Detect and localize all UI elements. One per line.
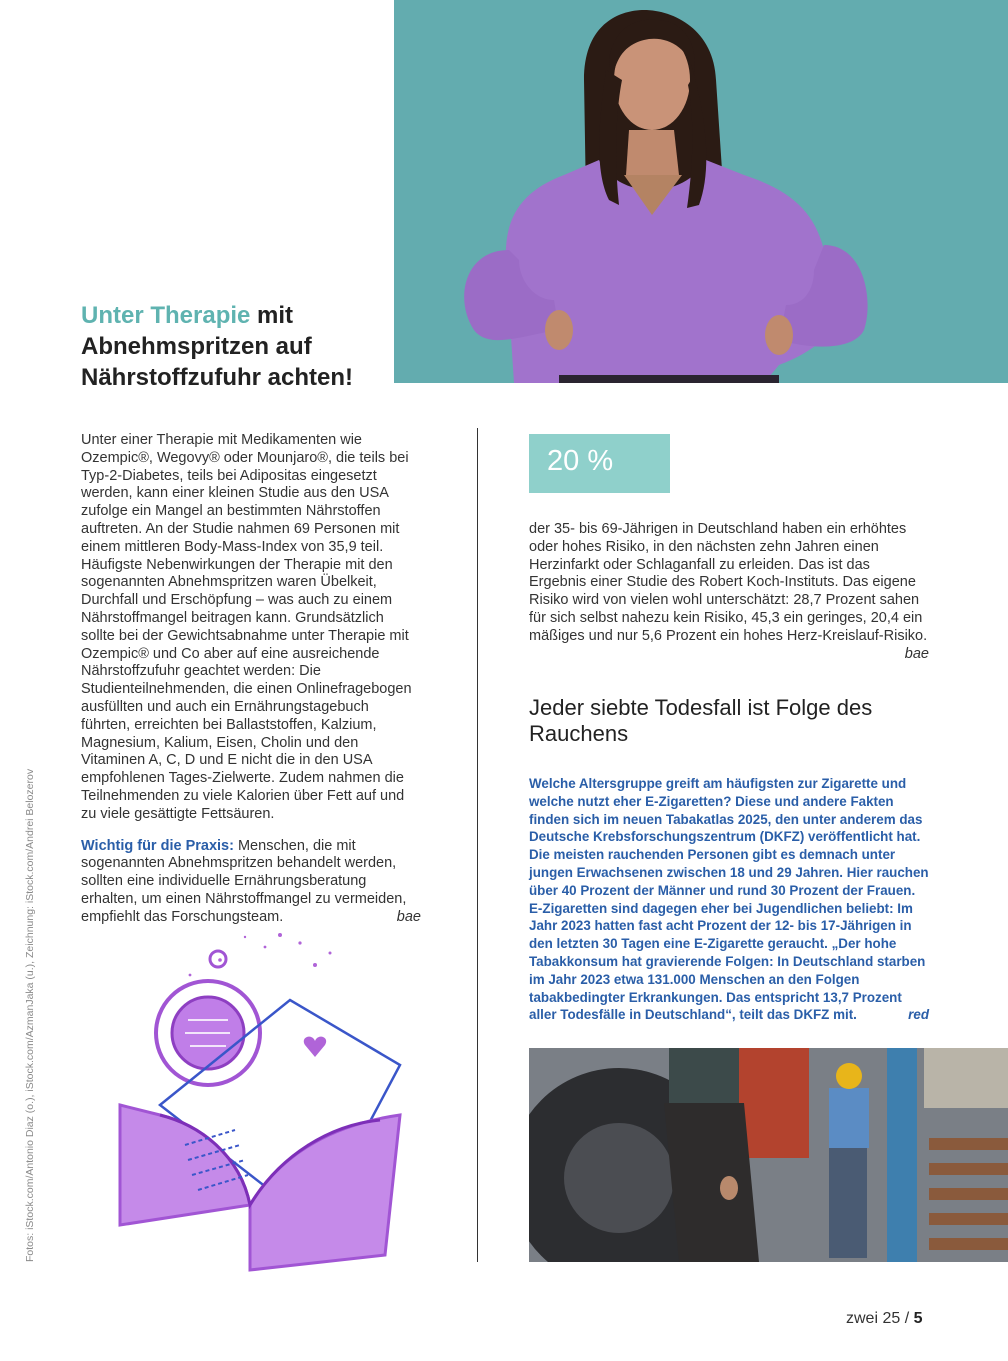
hero-photo xyxy=(394,0,1008,383)
smoking-article-signature: red xyxy=(908,1007,929,1023)
smoking-article-text: Welche Altersgruppe greift am häufigsten zur Zigarette und welche nutzt eher E-Zigaretten? Diese und andere Fakten finden sich im neuen Tabakatlas 2025, den unter anderem das Deutsche Krebsforschungszentrum (DKFZ) veröffentlicht hat. Die meisten rauchenden Personen gibt es demnach unter jungen Erwachsenen zwischen 18 und 29 Jahren. Hier rauchen über 40 Prozent der Männer und rund 30 Prozent der Frauen. E-Zigaretten sind dagegen eher bei Jugendlichen beliebt: Im Jahr 2023 hatten fast acht Prozent der 12- bis 17-Jährigen in den letzten 30 Tagen eine E-Zigarette geraucht. „Der hohe Tabakkonsum hat gravierende Folgen: In Deutschland starben im Jahr 2023 etwa 131.000 Menschen an den Folgen tabakbedingter Erkrankungen. Das entspricht 13,7 Prozent aller Todesfälle in Deutschland“, teilt das DKFZ mit. xyxy=(529,776,929,1023)
article-headline xyxy=(81,300,381,393)
left-article-paragraph-1: Unter einer Therapie mit Medikamenten wie Ozempic®, Wegovy® oder Mounjaro®, die teils bei Typ-2-Diabetes, teils bei Adipositas eingesetzt werden, kann einer kleinen Studie aus den USA zufolge ein Mangel an bestimmten Nährstoffen auftreten. An der Studie nahmen 69 Personen mit einem mittleren Body-Mass-Index von 35,9 teil. Häufigste Nebenwirkungen der Therapie mit den sogenannten Abnehmspritzen waren Übelkeit, Durchfall und Erschöpfung – was auch zu einem Nährstoffmangel beitragen kann. Grundsätzlich sollte bei der Gewichtsabnahme unter Therapie mit Ozempic® und Co aber auf eine ausreichende Nährstoffzufuhr geachtet werden: Die Studienteilnehmenden, die einen Onlinefragebogen ausfüllten und auch ein Ernährungstagebuch führten, erreichten bei Ballaststoffen, Kalzium, Magnesium, Kalium, Eisen, Cholin und den Vitaminen A, C, D und E nicht die in den USA empfohlenen Tages-Zielwerte. Zudem nahmen die Teilnehmenden zu viele Kalorien über Fett auf und zu viele gesättigte Fettsäuren. xyxy=(81,432,412,822)
left-article-body xyxy=(81,432,421,941)
smoking-article-body xyxy=(529,775,929,1024)
photo-credits: Fotos: iStock.com/Antonio Diaz (o.), iStock.com/AzmanJaka (u.), Zeichnung: iStock.com/Andrei Belozerov xyxy=(24,768,36,1262)
headline-accent: Unter Therapie xyxy=(81,302,251,329)
stat-text: der 35- bis 69-Jährigen in Deutschland haben ein erhöhtes oder hohes Risiko, in den nächsten zehn Jahren einen Herzinfarkt oder Schlaganfall zu erleiden. Das ist das Ergebnis einer Studie des Robert Koch-Instituts. Das eigene Risiko wird von vielen wohl unterschätzt: 28,7 Prozent sahen für sich selbst nahezu kein Risiko, 45,3 ein geringes, 20,4 ein mäßiges und nur 5,6 Prozent ein hohes Herz-Kreislauf-Risiko. xyxy=(529,521,928,644)
practice-text: Menschen, die mit sogenannten Abnehmspritzen behandelt werden, sollten eine individuelle Ernährungsberatung erhalten, um einen Nährstoffmangel zu vermeiden, empfiehlt das Forschungsteam. xyxy=(81,837,407,925)
headline-rest: mit Abnehmspritzen auf Nährstoffzufuhr achten! xyxy=(81,302,353,391)
magazine-name: zwei 25 / xyxy=(846,1310,914,1327)
practice-lead-label: Wichtig für die Praxis: xyxy=(81,837,234,854)
smoking-article-title: Jeder siebte Todesfall ist Folge des Rauchens xyxy=(529,695,873,746)
worker-photo xyxy=(529,1048,1008,1262)
page-number: 5 xyxy=(913,1310,923,1327)
left-article-paragraph-2 xyxy=(81,838,421,927)
stat-value: 20 % xyxy=(547,445,614,477)
page-footer xyxy=(846,1310,923,1328)
column-divider xyxy=(477,428,478,1262)
coffee-book-sketch xyxy=(100,925,430,1300)
stat-signature: bae xyxy=(904,645,929,662)
left-article-signature: bae xyxy=(396,908,421,925)
stat-text-block xyxy=(529,521,929,663)
coffee-book-drawing xyxy=(100,925,430,1300)
construction-worker-illustration xyxy=(529,1048,1008,1262)
woman-portrait-illustration xyxy=(394,0,1008,383)
